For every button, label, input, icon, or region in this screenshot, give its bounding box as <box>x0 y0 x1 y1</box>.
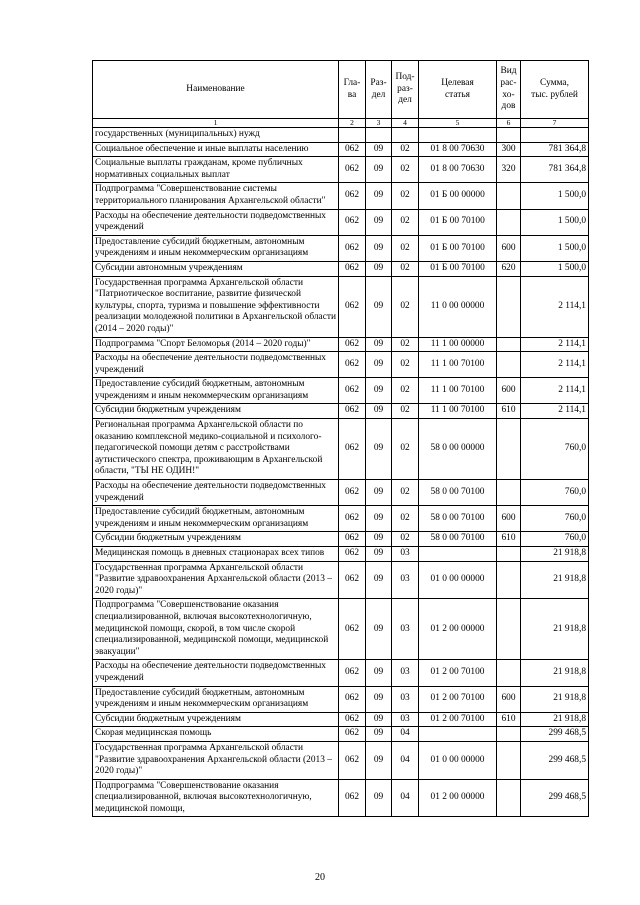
cell-target: 11 1 00 70100 <box>419 352 497 378</box>
cell-target: 01 8 00 70630 <box>419 157 497 183</box>
cell-sum <box>521 128 589 143</box>
table-row <box>93 378 589 404</box>
cell-sum: 21 918,8 <box>521 660 589 686</box>
cell-name: Подпрограмма "Совершенствование оказания специализированной, включая высокотехнологичную, медицинской помощи, скорой, в том числе скорой специализированной, медицинской помощи, медицинской эвакуации" <box>93 599 339 660</box>
cell-name: Медицинская помощь в дневных стационарах всех типов <box>93 547 339 562</box>
cell-sum: 1 500,0 <box>521 183 589 209</box>
cell-razdel: 09 <box>366 157 392 183</box>
cell-sum: 2 114,1 <box>521 378 589 404</box>
cell-podrazdel: 02 <box>392 352 419 378</box>
header-razdel: Раз- дел <box>366 61 392 119</box>
table-row <box>93 741 589 779</box>
cell-glava: 062 <box>339 532 366 547</box>
cell-vid <box>497 741 521 779</box>
cell-name: Расходы на обеспечение деятельности подведомственных учреждений <box>93 352 339 378</box>
cell-target: 11 1 00 00000 <box>419 337 497 352</box>
cell-target <box>419 727 497 742</box>
cell-glava: 062 <box>339 419 366 480</box>
cell-podrazdel: 03 <box>392 686 419 712</box>
cell-name: Государственная программа Архангельской области "Развитие здравоохранения Архангельской области (2013 – 2020 годы)" <box>93 561 339 599</box>
cell-podrazdel: 04 <box>392 727 419 742</box>
table-row <box>93 276 589 337</box>
cell-podrazdel: 04 <box>392 779 419 817</box>
cell-name: Государственная программа Архангельской области "Патриотическое воспитание, развитие физической культуры, спорта, туризма и повышение эффективности реализации молодежной политики в Архангельской области (2014 – 2020 годы)" <box>93 276 339 337</box>
table-row <box>93 157 589 183</box>
cell-glava: 062 <box>339 712 366 727</box>
column-number-row <box>93 119 589 128</box>
cell-razdel: 09 <box>366 712 392 727</box>
cell-glava: 062 <box>339 183 366 209</box>
table-row <box>93 712 589 727</box>
cell-sum: 21 918,8 <box>521 712 589 727</box>
cell-name: Субсидии бюджетным учреждениям <box>93 404 339 419</box>
cell-podrazdel: 02 <box>392 532 419 547</box>
cell-name: государственных (муниципальных) нужд <box>93 128 339 143</box>
cell-target: 01 2 00 00000 <box>419 599 497 660</box>
cell-glava <box>339 128 366 143</box>
cell-razdel: 09 <box>366 480 392 506</box>
cell-vid <box>497 660 521 686</box>
page-number: 20 <box>315 872 325 883</box>
cell-vid: 600 <box>497 506 521 532</box>
cell-razdel: 09 <box>366 419 392 480</box>
cell-podrazdel: 03 <box>392 599 419 660</box>
cell-target: 01 Б 00 70100 <box>419 261 497 276</box>
cell-name: Региональная программа Архангельской области по оказанию комплексной медико-социальной и психолого-педагогической помощи детям с расстройствами аутистического спектра, проживающим в Архангельской области, "ТЫ НЕ ОДИН!" <box>93 419 339 480</box>
cell-target: 01 2 00 00000 <box>419 779 497 817</box>
cell-podrazdel: 03 <box>392 547 419 562</box>
cell-podrazdel: 03 <box>392 561 419 599</box>
cell-razdel: 09 <box>366 532 392 547</box>
table-row <box>93 779 589 817</box>
cell-glava: 062 <box>339 547 366 562</box>
cell-glava: 062 <box>339 741 366 779</box>
header-target: Целевая статья <box>419 61 497 119</box>
cell-podrazdel: 02 <box>392 209 419 235</box>
cell-razdel: 09 <box>366 561 392 599</box>
cell-name: Предоставление субсидий бюджетным, автономным учреждениям и иным некоммерческим организациям <box>93 686 339 712</box>
cell-razdel: 09 <box>366 547 392 562</box>
cell-target <box>419 128 497 143</box>
table-row <box>93 547 589 562</box>
cell-name: Субсидии бюджетным учреждениям <box>93 532 339 547</box>
cell-name: Расходы на обеспечение деятельности подведомственных учреждений <box>93 209 339 235</box>
cell-sum: 760,0 <box>521 480 589 506</box>
cell-name: Подпрограмма "Совершенствование оказания специализированной, включая высокотехнологичную, медицинской помощи, <box>93 779 339 817</box>
cell-vid <box>497 337 521 352</box>
cell-razdel <box>366 128 392 143</box>
table-row <box>93 419 589 480</box>
cell-vid <box>497 276 521 337</box>
cell-target: 58 0 00 00000 <box>419 419 497 480</box>
header-sum: Сумма, тыс. рублей <box>521 61 589 119</box>
cell-razdel: 09 <box>366 727 392 742</box>
cell-vid <box>497 183 521 209</box>
cell-target: 01 8 00 70630 <box>419 142 497 157</box>
cell-podrazdel: 04 <box>392 741 419 779</box>
cell-glava: 062 <box>339 157 366 183</box>
cell-glava: 062 <box>339 404 366 419</box>
header-podrazdel: Под- раз- дел <box>392 61 419 119</box>
cell-razdel: 09 <box>366 209 392 235</box>
cell-vid: 600 <box>497 686 521 712</box>
cell-podrazdel: 02 <box>392 378 419 404</box>
cell-razdel: 09 <box>366 404 392 419</box>
cell-vid: 610 <box>497 712 521 727</box>
cell-sum: 299 468,5 <box>521 779 589 817</box>
cell-target: 01 0 00 00000 <box>419 741 497 779</box>
column-number: 6 <box>497 119 521 128</box>
cell-name: Государственная программа Архангельской области "Развитие здравоохранения Архангельской области (2013 – 2020 годы)" <box>93 741 339 779</box>
cell-name: Субсидии бюджетным учреждениям <box>93 712 339 727</box>
cell-glava: 062 <box>339 142 366 157</box>
cell-target: 01 Б 00 70100 <box>419 235 497 261</box>
cell-podrazdel: 02 <box>392 276 419 337</box>
table-row <box>93 209 589 235</box>
document-page <box>92 60 588 817</box>
cell-glava: 062 <box>339 506 366 532</box>
table-row <box>93 337 589 352</box>
cell-sum: 299 468,5 <box>521 741 589 779</box>
cell-podrazdel: 02 <box>392 157 419 183</box>
cell-glava: 062 <box>339 599 366 660</box>
column-number: 5 <box>419 119 497 128</box>
cell-target: 01 Б 00 00000 <box>419 183 497 209</box>
cell-vid <box>497 209 521 235</box>
column-number: 4 <box>392 119 419 128</box>
table-row <box>93 727 589 742</box>
cell-target: 58 0 00 70100 <box>419 480 497 506</box>
cell-podrazdel <box>392 128 419 143</box>
cell-podrazdel: 02 <box>392 506 419 532</box>
cell-razdel: 09 <box>366 378 392 404</box>
cell-name: Социальное обеспечение и иные выплаты населению <box>93 142 339 157</box>
cell-sum: 21 918,8 <box>521 561 589 599</box>
cell-vid: 610 <box>497 404 521 419</box>
cell-vid <box>497 352 521 378</box>
cell-glava: 062 <box>339 686 366 712</box>
column-number: 2 <box>339 119 366 128</box>
cell-vid <box>497 561 521 599</box>
cell-vid: 600 <box>497 378 521 404</box>
cell-glava: 062 <box>339 261 366 276</box>
table-row <box>93 686 589 712</box>
cell-podrazdel: 02 <box>392 261 419 276</box>
cell-razdel: 09 <box>366 142 392 157</box>
cell-podrazdel: 02 <box>392 480 419 506</box>
cell-glava: 062 <box>339 276 366 337</box>
cell-podrazdel: 02 <box>392 419 419 480</box>
cell-razdel: 09 <box>366 352 392 378</box>
cell-name: Расходы на обеспечение деятельности подведомственных учреждений <box>93 480 339 506</box>
cell-sum: 760,0 <box>521 506 589 532</box>
table-row <box>93 506 589 532</box>
cell-sum: 1 500,0 <box>521 261 589 276</box>
cell-target: 01 0 00 00000 <box>419 561 497 599</box>
cell-vid: 600 <box>497 235 521 261</box>
cell-sum: 2 114,1 <box>521 404 589 419</box>
cell-glava: 062 <box>339 480 366 506</box>
cell-name: Предоставление субсидий бюджетным, автономным учреждениям и иным некоммерческим организациям <box>93 506 339 532</box>
cell-glava: 062 <box>339 235 366 261</box>
cell-vid <box>497 128 521 143</box>
header-vid: Вид рас- хо- дов <box>497 61 521 119</box>
cell-sum: 2 114,1 <box>521 337 589 352</box>
cell-sum: 21 918,8 <box>521 547 589 562</box>
table-row <box>93 128 589 143</box>
cell-razdel: 09 <box>366 337 392 352</box>
table-row <box>93 599 589 660</box>
cell-razdel: 09 <box>366 506 392 532</box>
cell-name: Расходы на обеспечение деятельности подведомственных учреждений <box>93 660 339 686</box>
cell-glava: 062 <box>339 378 366 404</box>
cell-target: 58 0 00 70100 <box>419 532 497 547</box>
header-name: Наименование <box>93 61 339 119</box>
cell-sum: 2 114,1 <box>521 276 589 337</box>
table-row <box>93 183 589 209</box>
cell-sum: 299 468,5 <box>521 727 589 742</box>
cell-sum: 1 500,0 <box>521 209 589 235</box>
cell-razdel: 09 <box>366 235 392 261</box>
cell-target: 11 1 00 70100 <box>419 404 497 419</box>
cell-sum: 21 918,8 <box>521 599 589 660</box>
cell-target: 58 0 00 70100 <box>419 506 497 532</box>
cell-podrazdel: 02 <box>392 142 419 157</box>
cell-glava: 062 <box>339 727 366 742</box>
table-body <box>93 128 589 817</box>
cell-target: 01 2 00 70100 <box>419 660 497 686</box>
cell-sum: 2 114,1 <box>521 352 589 378</box>
table-row <box>93 142 589 157</box>
cell-podrazdel: 02 <box>392 235 419 261</box>
cell-sum: 781 364,8 <box>521 142 589 157</box>
column-number: 1 <box>93 119 339 128</box>
cell-razdel: 09 <box>366 686 392 712</box>
cell-vid: 610 <box>497 532 521 547</box>
cell-name: Подпрограмма "Совершенствование системы территориального планирования Архангельской области" <box>93 183 339 209</box>
column-number: 7 <box>521 119 589 128</box>
cell-name: Скорая медицинская помощь <box>93 727 339 742</box>
cell-glava: 062 <box>339 337 366 352</box>
cell-glava: 062 <box>339 660 366 686</box>
cell-target: 01 2 00 70100 <box>419 712 497 727</box>
cell-vid: 320 <box>497 157 521 183</box>
cell-name: Социальные выплаты гражданам, кроме публичных нормативных социальных выплат <box>93 157 339 183</box>
cell-target: 11 0 00 00000 <box>419 276 497 337</box>
budget-table <box>92 60 589 817</box>
table-row <box>93 235 589 261</box>
cell-target <box>419 547 497 562</box>
table-row <box>93 561 589 599</box>
cell-vid <box>497 727 521 742</box>
cell-glava: 062 <box>339 352 366 378</box>
cell-razdel: 09 <box>366 183 392 209</box>
cell-podrazdel: 02 <box>392 404 419 419</box>
table-row <box>93 261 589 276</box>
cell-sum: 21 918,8 <box>521 686 589 712</box>
table-row <box>93 532 589 547</box>
cell-sum: 781 364,8 <box>521 157 589 183</box>
cell-target: 01 Б 00 70100 <box>419 209 497 235</box>
table-row <box>93 352 589 378</box>
cell-name: Предоставление субсидий бюджетным, автономным учреждениям и иным некоммерческим организациям <box>93 235 339 261</box>
cell-target: 01 2 00 70100 <box>419 686 497 712</box>
cell-vid: 300 <box>497 142 521 157</box>
cell-podrazdel: 02 <box>392 183 419 209</box>
cell-target: 11 1 00 70100 <box>419 378 497 404</box>
cell-name: Подпрограмма "Спорт Беломорья (2014 – 2020 годы)" <box>93 337 339 352</box>
cell-glava: 062 <box>339 561 366 599</box>
cell-razdel: 09 <box>366 599 392 660</box>
cell-sum: 760,0 <box>521 532 589 547</box>
cell-glava: 062 <box>339 779 366 817</box>
cell-razdel: 09 <box>366 261 392 276</box>
cell-vid <box>497 547 521 562</box>
cell-vid <box>497 599 521 660</box>
cell-razdel: 09 <box>366 741 392 779</box>
cell-name: Предоставление субсидий бюджетным, автономным учреждениям и иным некоммерческим организациям <box>93 378 339 404</box>
cell-glava: 062 <box>339 209 366 235</box>
cell-razdel: 09 <box>366 276 392 337</box>
table-header-row <box>93 61 589 119</box>
table-row <box>93 660 589 686</box>
cell-vid <box>497 480 521 506</box>
cell-sum: 1 500,0 <box>521 235 589 261</box>
cell-name: Субсидии автономным учреждениям <box>93 261 339 276</box>
cell-podrazdel: 03 <box>392 660 419 686</box>
table-row <box>93 480 589 506</box>
cell-razdel: 09 <box>366 779 392 817</box>
column-number: 3 <box>366 119 392 128</box>
cell-vid <box>497 779 521 817</box>
cell-sum: 760,0 <box>521 419 589 480</box>
cell-razdel: 09 <box>366 660 392 686</box>
cell-podrazdel: 03 <box>392 712 419 727</box>
cell-vid: 620 <box>497 261 521 276</box>
cell-vid <box>497 419 521 480</box>
cell-podrazdel: 02 <box>392 337 419 352</box>
header-glava: Гла- ва <box>339 61 366 119</box>
table-row <box>93 404 589 419</box>
